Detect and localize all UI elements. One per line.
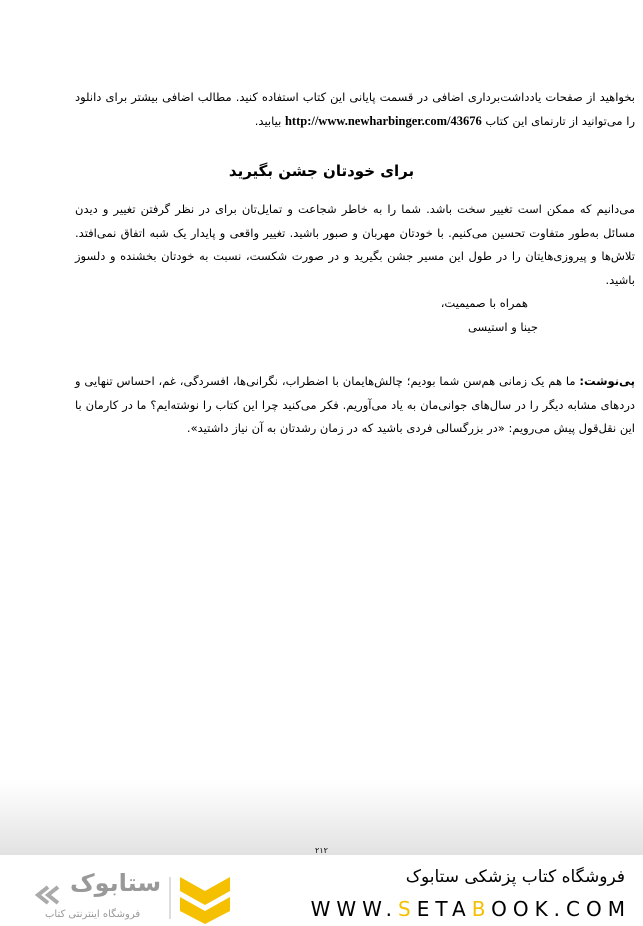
logo-subtitle: فروشگاه اینترنتی کتاب: [45, 909, 141, 920]
postscript-label: پی‌نوشت:: [579, 374, 635, 388]
url-part-accent: S: [398, 897, 417, 921]
body-paragraph: می‌دانیم که ممکن است تغییر سخت باشد. شما را به خاطر شجاعت و تمایل‌تان برای در نظر گرفتن تغییر و دیدن مسائل به‌طور متفاوت تحسین می‌کنیم. با خودتان مهربان و صبور باشید. تغییر واقعی و پایدار یک شبه اتفاق نمی‌افتد. تلاش‌ها و پیروزی‌هایتان را در طول این مسیر جشن بگیرید و در صورت شکست، نسبت به خودتان بخشنده و دلسوز باشید.: [75, 202, 635, 287]
section-title: برای خودتان جشن بگیرید: [228, 162, 415, 180]
intro-text: بخواهید از صفحات یادداشت‌برداری اضافی در قسمت پایانی این کتاب استفاده کنید. مطالب اضافی بیشتر برای دانلود را می‌توانید از تارنمای این کتاب: [75, 90, 635, 128]
authors-signature: جینا و استیسی: [467, 320, 538, 334]
url-part-accent: B: [471, 897, 492, 921]
intro-paragraph: [75, 86, 635, 133]
closing-line: همراه با صمیمیت،: [440, 296, 528, 310]
postscript-text: ما هم یک زمانی هم‌سن شما بودیم؛ چالش‌هایمان با اضطراب، نگرانی‌ها، افسردگی، غم، احساس تنهایی و دردهای مشابه دیگر را در سال‌های جوانی‌مان به یاد می‌آوریم. فکر می‌کنید چرا این کتاب را نوشته‌ایم؟ ما در کارمان با این نقل‌قول پیش می‌رویم: «در بزرگسالی فردی باشید که در زمان رشدتان به آن نیاز داشتید».: [75, 374, 635, 435]
intro-text-end: بیابید.: [254, 113, 282, 128]
store-footer-banner: [0, 855, 643, 926]
logo-name: ستابوک: [70, 869, 162, 897]
postscript-paragraph: [75, 370, 635, 441]
book-url-link[interactable]: http://www.newharbinger.com/43676: [284, 113, 482, 128]
store-title: فروشگاه کتاب پزشکی ستابوک: [405, 867, 625, 887]
url-part: ETA: [416, 897, 472, 921]
store-url[interactable]: [311, 897, 631, 921]
page-number: ۲۱۲: [315, 846, 328, 855]
url-part: WWW.: [310, 897, 399, 921]
url-part: OOK.COM: [491, 897, 631, 921]
